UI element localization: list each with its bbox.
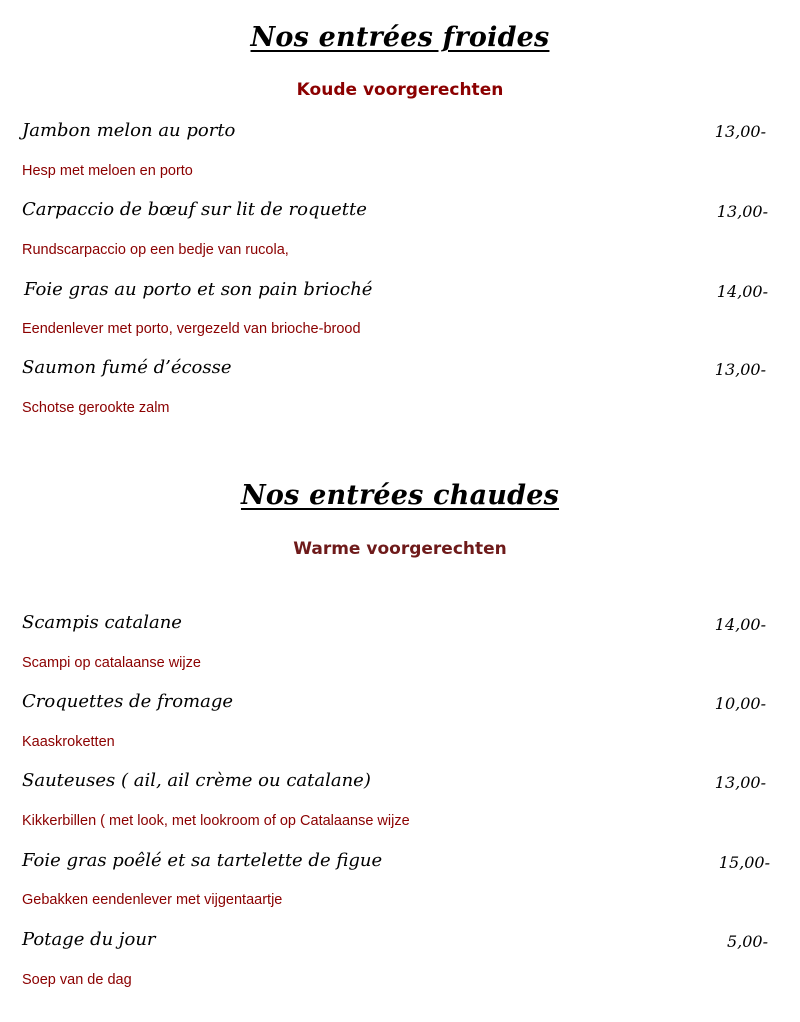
cold-item-3-name: Foie gras au porto et son pain brioché <box>24 279 373 300</box>
cold-section-title: Nos entrées froides <box>250 22 550 53</box>
warm-section-subtitle: Warme voorgerechten <box>293 539 507 559</box>
cold-item-4-description: Schotse gerookte zalm <box>22 400 170 416</box>
warm-item-4-name: Foie gras poêlé et sa tartelette de figue <box>22 850 383 871</box>
cold-item-4-price: 13,00- <box>714 360 766 379</box>
warm-item-2-price: 10,00- <box>714 694 766 713</box>
warm-item-3-name: Sauteuses ( ail, ail crème ou catalane) <box>22 770 371 791</box>
cold-item-2-price: 13,00- <box>716 202 768 221</box>
warm-item-3-description: Kikkerbillen ( met look, met lookroom of op Catalaanse wijze <box>22 813 410 829</box>
cold-item-2-description: Rundscarpaccio op een bedje van rucola, <box>22 242 289 258</box>
warm-item-1-price: 14,00- <box>714 615 766 634</box>
cold-item-3-price: 14,00- <box>716 282 768 301</box>
warm-item-5-name: Potage du jour <box>22 929 156 950</box>
cold-item-4-name: Saumon fumé d’écosse <box>22 357 232 378</box>
cold-item-3-description: Eendenlever met porto, vergezeld van brioche-brood <box>22 321 361 337</box>
warm-item-3-price: 13,00- <box>714 773 766 792</box>
warm-item-2-description: Kaaskroketten <box>22 734 115 750</box>
warm-section-title: Nos entrées chaudes <box>240 480 559 511</box>
warm-item-4-description: Gebakken eendenlever met vijgentaartje <box>22 892 283 908</box>
cold-section-subtitle: Koude voorgerechten <box>296 80 504 100</box>
cold-item-2-name: Carpaccio de bœuf sur lit de roquette <box>22 199 367 220</box>
cold-item-1-price: 13,00- <box>714 122 766 141</box>
warm-item-2-name: Croquettes de fromage <box>22 691 234 712</box>
cold-item-1-description: Hesp met meloen en porto <box>22 163 193 179</box>
warm-item-4-price: 15,00- <box>718 853 770 872</box>
warm-item-5-description: Soep van de dag <box>22 972 132 988</box>
cold-item-1-name: Jambon melon au porto <box>22 120 236 141</box>
warm-item-1-description: Scampi op catalaanse wijze <box>22 655 201 671</box>
warm-item-1-name: Scampis catalane <box>22 612 182 633</box>
warm-item-5-price: 5,00- <box>726 932 768 951</box>
